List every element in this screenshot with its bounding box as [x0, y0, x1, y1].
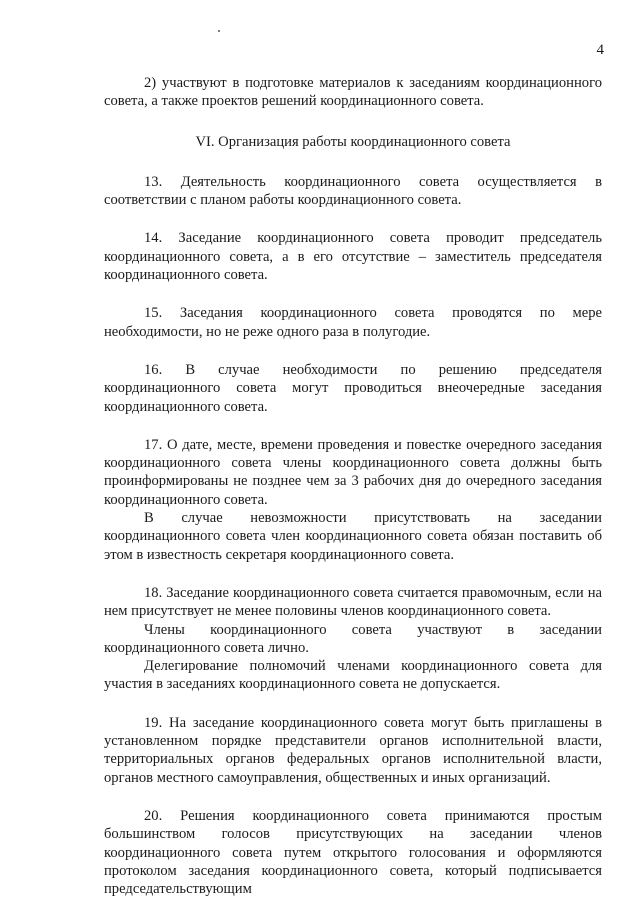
paragraph-19: 19. На заседание координационного совета могут быть приглашены в установленном порядке представители органов исполнительной власти, территориальных органов федеральных органов исполнительной власти, органов местного самоуправления, общественных и иных организаций.	[104, 714, 602, 786]
document-body	[104, 74, 602, 898]
section-heading-vi: VI. Организация работы координационного совета	[195, 133, 511, 150]
paragraph-15: 15. Заседания координационного совета проводятся по мере необходимости, но не реже одного раза в полугодие.	[104, 305, 602, 340]
paragraph-13: 13. Деятельность координационного совета осуществляется в соответствии с планом работы координационного совета.	[104, 173, 602, 209]
paragraph-20: 20. Решения координационного совета принимаются простым большинством голосов присутствующих на заседании членов координационного совета путем открытого голосования и оформляются протоколом заседания координационного совета, который подписывается председательствующим	[104, 807, 602, 898]
paragraph-16: 16. В случае необходимости по решению председателя координационного совета могут проводиться внеочередные заседания координационного совета.	[104, 361, 602, 415]
paragraph-17: 17. О дате, месте, времени проведения и повестке очередного заседания координационного совета члены координационного совета должны быть проинформированы не позднее чем за 3 рабочих дня до очередного заседания координационного совета.	[104, 436, 602, 508]
scan-speck	[218, 30, 220, 32]
paragraph-2-participation: 2) участвуют в подготовке материалов к заседаниям координационного совета, а также проектов решений координационного совета.	[104, 75, 602, 110]
paragraph-18-delegation: Делегирование полномочий членами координационного совета для участия в заседаниях координационного совета не допускается.	[104, 658, 602, 693]
paragraph-17-continuation: В случае невозможности присутствовать на заседании координационного совета член координационного совета обязан поставить об этом в известность секретаря координационного совета.	[104, 510, 602, 563]
paragraph-14: 14. Заседание координационного совета проводит председатель координационного совета, а в его отсутствие – заместитель председателя координационного совета.	[104, 230, 602, 284]
paragraph-18-members: Члены координационного совета участвуют в заседании координационного совета лично.	[104, 621, 602, 656]
page-number: 4	[596, 42, 604, 58]
paragraph-18: 18. Заседание координационного совета считается правомочным, если на нем присутствует не менее половины членов координационного совета.	[104, 584, 602, 620]
